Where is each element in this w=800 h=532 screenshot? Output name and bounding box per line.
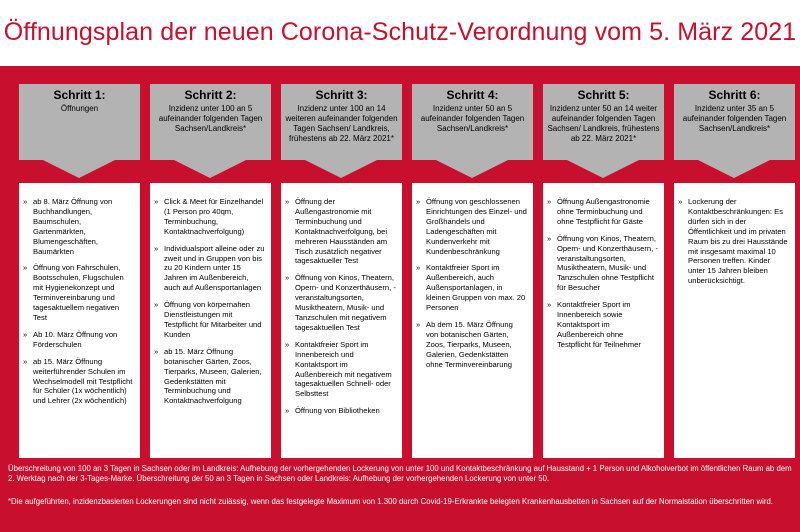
- footnote-hospital-capacity: *Die aufgeführten, inzidenzbasierten Lockerungen sind nicht zulässig, wenn das festgelegte Maximum von 1.300 durch Covid-19-Erkrankte belegten Krankenhausbetten in Sachsen auf der Normalstation überschritten wird.: [8, 497, 773, 506]
- measure-item: » Click & Meet für Einzelhandel (1 Person pro 40qm, Terminbuchung, Kontaktnachverfolgung): [154, 197, 265, 237]
- measures-list: [285, 197, 396, 416]
- step-1-header: [19, 84, 140, 160]
- measure-item: » Ab dem 15. März Öffnung von botanischen Gärten, Zoos, Tierparks, Museen, Galerien, Gedenkstätten ohne Terminvereinbarung: [416, 320, 527, 370]
- measure-item: » Individualsport alleine oder zu zweit und in Gruppen von bis zu 20 Kindern unter 15 Jahren im Außenbereich, auch auf Außensportanlagen: [154, 244, 265, 294]
- step-6-header: [674, 84, 795, 160]
- step-1-measures: [19, 183, 140, 458]
- down-arrow-icon: [565, 159, 641, 178]
- down-arrow-icon: [41, 159, 117, 178]
- step-title: Schritt 6:: [708, 88, 761, 102]
- step-title: Schritt 2:: [184, 88, 237, 102]
- step-2-header: [150, 84, 271, 160]
- measure-item: » Kontaktfreier Sport im Innenbereich und Kontaktsport im Außenbereich mit negativem tagesaktuellen Schnell- oder Selbsttest: [285, 340, 396, 399]
- down-arrow-icon: [303, 159, 379, 178]
- step-4-header: [412, 84, 533, 160]
- step-title: Schritt 4:: [446, 88, 499, 102]
- step-condition: Inzidenz unter 50 an 5 aufeinander folgenden Tagen Sachsen/Landkreis*: [420, 104, 525, 133]
- page-title: Öffnungsplan der neuen Corona-Schutz-Verordnung vom 5. März 2021: [3, 17, 797, 46]
- measure-item: » Öffnung von Kinos, Theatern, Opern- und Konzerthäusern, -veranstaltungsorten, Musiktheatern, Musik- und Tanzschulen mit negativem tagesaktuellen Test: [285, 273, 396, 332]
- step-3-measures: [281, 183, 402, 458]
- step-title: Schritt 1:: [53, 88, 106, 102]
- measure-item: » Öffnung von Kinos, Theatern, Opern- und Konzerthäusern, -veranstaltungsorten, Musiktheatern, Musik- und Tanzschulen ohne Testpflicht für Besucher: [547, 234, 658, 293]
- down-arrow-icon: [696, 159, 772, 178]
- measures-list: [154, 197, 265, 406]
- measure-item: » Ab 10. März Öffnung von Förderschulen: [23, 330, 134, 350]
- step-6-measures: [674, 183, 795, 458]
- footnote-incidence-exceedance: Überschreitung von 100 an 3 Tagen in Sachsen oder im Landkreis: Aufhebung der vorhergehenden Lockerung von unter 100 und Kontaktbeschränkung auf Hausstand + 1 Person und Alkoholverbot im öffentlichen Raum ab dem 2. Werktag nach der 3-Tages-Marke. Überschreitung der 50 an 3 Tagen in Sachsen oder Landkreis: Aufhebung der vorhergehenden Lockerung von unter 50.: [8, 464, 792, 484]
- measure-item: » Öffnung von körpernahen Dienstleistungen mit Testpflicht für Mitarbeiter und Kunden: [154, 300, 265, 340]
- measure-item: » Lockerung der Kontaktbeschränkungen: Es dürfen sich in der Öffentlichkeit und im privaten Raum bis zu drei Hausstände mit insgesamt maximal 10 Personen treffen. Kinder unter 15 Jahren bleiben unberücksichtigt.: [678, 197, 789, 286]
- step-3-header: [281, 84, 402, 160]
- step-title: Schritt 5:: [577, 88, 630, 102]
- measure-item: » Öffnung Außengastronomie ohne Terminbuchung und ohne Testpflicht für Gäste: [547, 197, 658, 227]
- measure-item: » Öffnung von geschlossenen Einrichtungen des Einzel- und Großhandels und Ladengeschäften mit Kundenverkehr mit Kundenbeschränkung: [416, 197, 527, 256]
- measure-item: » Kontaktfreier Sport im Innenbereich sowie Kontaktsport im Außenbereich ohne Testpflicht für Teilnehmer: [547, 300, 658, 350]
- measure-item: » Öffnung der Außengastronomie mit Terminbuchung und Kontaktnachverfolgung, bei mehreren Hausständen am Tisch zusätzlich negativer tagesaktueller Test: [285, 197, 396, 266]
- measure-item: » Kontaktfreier Sport im Außenbereich, auch Außensportanlagen, in kleinen Gruppen von max. 20 Personen: [416, 263, 527, 313]
- measure-item: » ab 15. März Öffnung botanischer Gärten, Zoos, Tierparks, Museen, Galerien, Gedenkstätten mit Terminbuchung und Kontaktnachverfolgung: [154, 347, 265, 406]
- measure-item: » ab 15. März Öffnung weiterführender Schulen im Wechselmodell mit Testpflicht für Schüler (1x wöchentlich) und Lehrer (2x wöchentlich): [23, 357, 134, 407]
- measures-list: [23, 197, 134, 406]
- step-condition: Öffnungen: [60, 104, 99, 113]
- step-condition: Inzidenz unter 50 an 14 weiter aufeinander folgenden Tagen Sachsen/ Landkreis, frühestens ab 22. März 2021*: [547, 104, 660, 143]
- down-arrow-icon: [434, 159, 510, 178]
- measures-list: [416, 197, 527, 370]
- measure-item: » ab 8. März Öffnung von Buchhandlungen, Baumschulen, Gartenmärkten, Blumengeschäften, Baumärkten: [23, 197, 134, 256]
- down-arrow-icon: [172, 159, 248, 178]
- measure-item: » Öffnung von Bibliotheken: [285, 406, 396, 416]
- step-condition: Inzidenz unter 35 an 5 aufeinander folgenden Tagen Sachsen/Landkreis*: [682, 104, 787, 133]
- step-5-measures: [543, 183, 664, 458]
- measure-item: » Öffnung von Fahrschulen, Bootsschulen, Flugschulen mit Hygienekonzept und Terminvereinbarung und tagesaktuellem negativen Test: [23, 263, 134, 322]
- step-4-measures: [412, 183, 533, 458]
- measures-list: [547, 197, 658, 350]
- step-title: Schritt 3:: [315, 88, 368, 102]
- step-5-header: [543, 84, 664, 160]
- step-2-measures: [150, 183, 271, 458]
- step-condition: Inzidenz unter 100 an 5 aufeinander folgenden Tagen Sachsen/Landkreis*: [158, 104, 263, 133]
- measures-list: [678, 197, 789, 286]
- step-condition: Inzidenz unter 100 an 14 weiteren aufeinander folgenden Tagen Sachsen/ Landkreis, frühestens ab 22. März 2021*: [285, 104, 398, 143]
